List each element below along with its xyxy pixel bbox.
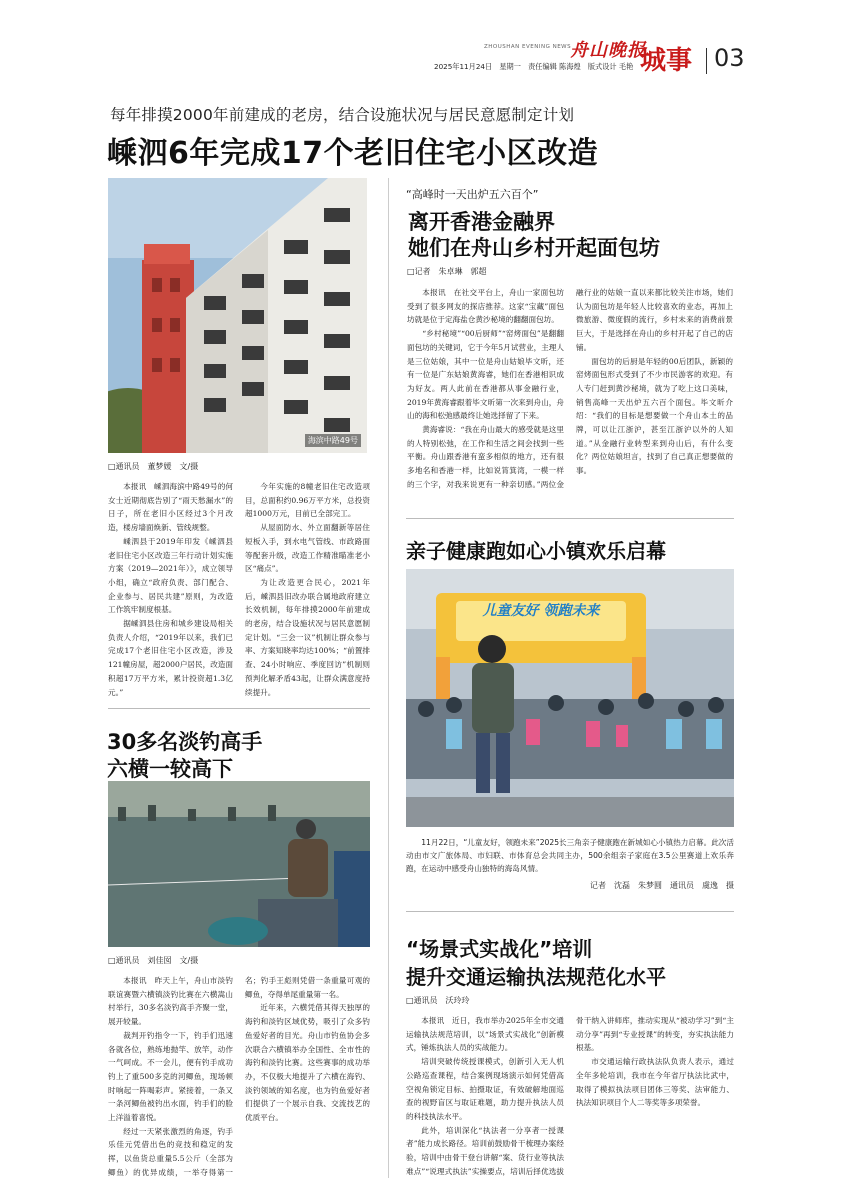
lead-paragraph: 嵊泗县于2019年印发《嵊泗县老旧住宅小区改造三年行动计划实施方案（2019—2021年）》，成立领导小组，确立“政府负责、部门配合、企业参与、居民共建”原则，为改造工作筑牢制度根基。 [108, 536, 233, 615]
section-divider [406, 518, 734, 519]
training-paragraph: 培训突破传统授课模式，创新引入无人机公路巡查课程，结合案例现场演示如何凭借高空视角锁定目标、拍摄取证，有效破解地面巡查的视野盲区与取证难题，助力提升执法人员的科技执法水平。 [406, 1057, 564, 1121]
bakery-body [407, 286, 733, 500]
lead-paragraph: 本报讯 嵊泗海滨中路49号的何女士近期彻底告别了“雨天愁漏水”的日子，所在老旧小区经过3个月改造，楼房墙面焕新、管线规整。 [108, 482, 233, 533]
lead-kicker: 每年排摸2000年前建成的老房，结合设施状况与居民意愿制定计划 [110, 106, 575, 124]
training-paragraph: 此外，培训深化“执法者一分享者一授课者”能力成长路径。培训前鼓励骨干梳理办案经验，培训中由骨干登台讲解“案、货行业等执法难点”“说理式执法”实操要点，培训后择优选拔骨干纳入讲师库，推动实现从“被动学习”到“主动分享”再到“专业授课”的转变，夯实执法能力根基。 [406, 1016, 734, 1176]
bakery-paragraph: 面包坊的后厨是年轻的00后团队，新颖的窑烤面包形式受到了不少市民游客的欢迎。有人专门赶到黄沙秘境，就为了吃上这口美味，销售高峰一天出炉五六百个面包。毕文昕介绍：“我们的目标是想要做一个舟山本土的品牌，可以让江浙沪，甚至江浙沪以外的人知道。”从金融行业转型来到舟山后，有什么变化？两位姑娘坦言，找到了自己真正想要做的事。 [576, 356, 733, 476]
fishing-paragraph: 裁判开钓指令一下，钓手们迅速各就各位，熟练地抛竿、放竿，动作一气呵成。不一会儿，便有钓手成功钓上了重500多克的河鲫鱼，现场顿时响起一阵喝彩声。紧接着，一条又一条河鲫鱼被钓出水面，钓手们的脸上洋溢着喜悦。 [108, 1030, 233, 1123]
lead-paragraph: 据嵊泗县住房和城乡建设局相关负责人介绍，“2019年以来，我们已完成17个老旧住宅小区改造，涉及121幢房屋，超2000户居民，改造面积超17万平方米，累计投资超1.3亿元。” [108, 619, 233, 697]
lead-photo [108, 178, 367, 453]
bakery-paragraph: 黄海睿说：“我在舟山最大的感受就是这里的人特别松弛，在工作和生活之间会找到一些平衡。舟山跟香港有蛮多相似的地方，还有很多地名和香港一样，比如说筲箕湾，一模一样的三个字，对我来说更有一种亲切感。”两位金融行业的姑娘一直以来都比较关注市场，她们认为面包坊是年轻人比较喜欢的业态，再加上微旅游、微度假的流行，乡村未来的消费前景巨大，于是选择在舟山的乡村开起了自己的店铺。 [407, 288, 733, 489]
masthead-info: 2025年11月24日 星期一 责任编辑 陈海煌 版式设计 毛艳 [434, 62, 634, 71]
bakery-paragraph: 本报讯 在社交平台上，舟山一家面包坊受到了很多网友的探店推荐。这家“宝藏”面包坊就是位于定海盐仓黄沙秘境的翻翻面包坊。 [407, 288, 564, 325]
lead-paragraph: 从屋面防水、外立面翻新等居住短板入手，到水电气管线、市政路面等配套升级，改造工作精准瞄准老小区“痛点”。 [245, 523, 370, 574]
run-photo [406, 569, 734, 827]
fishing-body [108, 974, 370, 1180]
lead-paragraph: 为让改造更合民心，2021年后，嵊泗县旧改办联合属地政府建立长效机制，每年排摸2000年前建成的老房，结合设施状况与居民意愿制定计划。“三会一议”机制让群众参与率、方案知晓率均达100%；“前置排查、24小时响应、季度回访”机制则预判化解矛盾43起，让群众满意度持续提升。 [245, 577, 370, 697]
masthead-english-name: ZHOUSHAN EVENING NEWS [484, 44, 572, 50]
training-body [406, 1014, 734, 1182]
lead-byline: □通讯员 董梦媛 文/摄 [108, 462, 199, 471]
run-headline: 亲子健康跑如心小镇欢乐启幕 [406, 539, 666, 563]
bakery-headline-line2: 她们在舟山乡村开起面包坊 [408, 236, 660, 260]
run-caption: 11月22日，“儿童友好，领跑未来”2025长三角亲子健康跑在新城如心小镇热力启幕。此次活动由市文广旅体局、市妇联、市体育总会共同主办，500余组亲子家庭在3.5公里赛道上欢乐奔跑，在运动中感受舟山独特的海岛风情。 [406, 838, 734, 873]
training-paragraph: 本报讯 近日，我市举办2025年全市交通运输执法规范培训，以“场景式实战化”创新模式，锤炼执法人员的实战能力。 [406, 1016, 564, 1053]
page-number: 03 [714, 44, 745, 72]
fishing-byline: □通讯员 刘佳囡 文/摄 [108, 956, 199, 965]
fishing-paragraph: 近年来，六横凭借其得天独厚的海钓和淡钓区域优势，吸引了众多钓鱼爱好者的目光。舟山市钓鱼协会多次联合六横镇举办全国性、全市性的海钓和淡钓比赛。这些赛事的成功举办，不仅极大地提升了六横在海钓、淡钓领域的知名度，也为钓鱼爱好者们提供了一个展示自我、交流技艺的优质平台。 [245, 1003, 370, 1123]
training-paragraph: 市交通运输行政执法队负责人表示，通过全年多轮培训，我市在今年省厅执法比武中，取得了模拟执法项目团体三等奖、法审能力、执法知识项目个人二等奖等多项荣誉。 [576, 1057, 734, 1108]
training-byline: □通讯员 沃玲玲 [406, 996, 470, 1005]
masthead-divider [706, 48, 707, 74]
section-divider [108, 708, 370, 709]
run-banner-text: 儿童友好 领跑未来 [482, 603, 600, 619]
fishing-headline-line1: 30多名淡钓高手 [107, 730, 263, 754]
lead-paragraph: 今年实施的8幢老旧住宅改造项目，总面积约0.96万平方米，总投资超1000万元，目前已全部完工。 [245, 482, 370, 519]
section-divider [406, 911, 734, 912]
masthead-logo: 舟山晚报 [570, 40, 646, 61]
masthead [420, 34, 810, 82]
training-kicker: “场景式实战化”培训 [406, 937, 593, 961]
lead-photo-label: 海滨中路49号 [305, 434, 361, 447]
lead-headline: 嵊泗6年完成17个老旧住宅小区改造 [107, 136, 599, 171]
bakery-headline-line1: 离开香港金融界 [408, 210, 555, 234]
fishing-paragraph: 经过一天紧张激烈的角逐，钓手乐佳元凭借出色的竞技和稳定的发挥，以鱼货总重量5.5公斤（全部为鲫鱼）的优异成绩，一举夺得第一名；钓手王彪则凭借一条重量可观的鲫鱼，夺得单尾重量第一名。 [108, 976, 370, 1177]
fishing-paragraph: 本报讯 昨天上午，舟山市淡钓联谊赛暨六横镇淡钓比赛在六横嵩山村举行，30多名淡钓高手齐聚一堂，展开较量。 [108, 976, 233, 1027]
fishing-headline-line2: 六横一较高下 [107, 757, 233, 781]
bakery-byline: □记者 朱卓琳 郭超 [407, 267, 487, 276]
fishing-photo [108, 781, 370, 947]
section-name: 城事 [640, 46, 693, 76]
column-divider [388, 178, 389, 1178]
training-headline: 提升交通运输执法规范化水平 [406, 965, 666, 989]
bakery-paragraph: “乡村秘境”“00后厨师”“窑烤面包”是翻翻面包坊的关键词，它于今年5月试营业，主理人是三位姑娘，其中一位是舟山姑娘毕文昕，还有一位是广东姑娘黄海睿，她们在香港相识成为好友。两人此前在香港都从事金融行业，2019年黄海睿跟着毕文昕第一次来到舟山，舟山的海和松弛感最终让她选择留了下来。 [407, 329, 564, 421]
run-credit: 记者 沈磊 朱梦圆 通讯员 虞逸 摄 [590, 881, 734, 890]
bakery-kicker: “高峰时一天出炉五六百个” [406, 188, 539, 201]
lead-body [108, 480, 370, 710]
